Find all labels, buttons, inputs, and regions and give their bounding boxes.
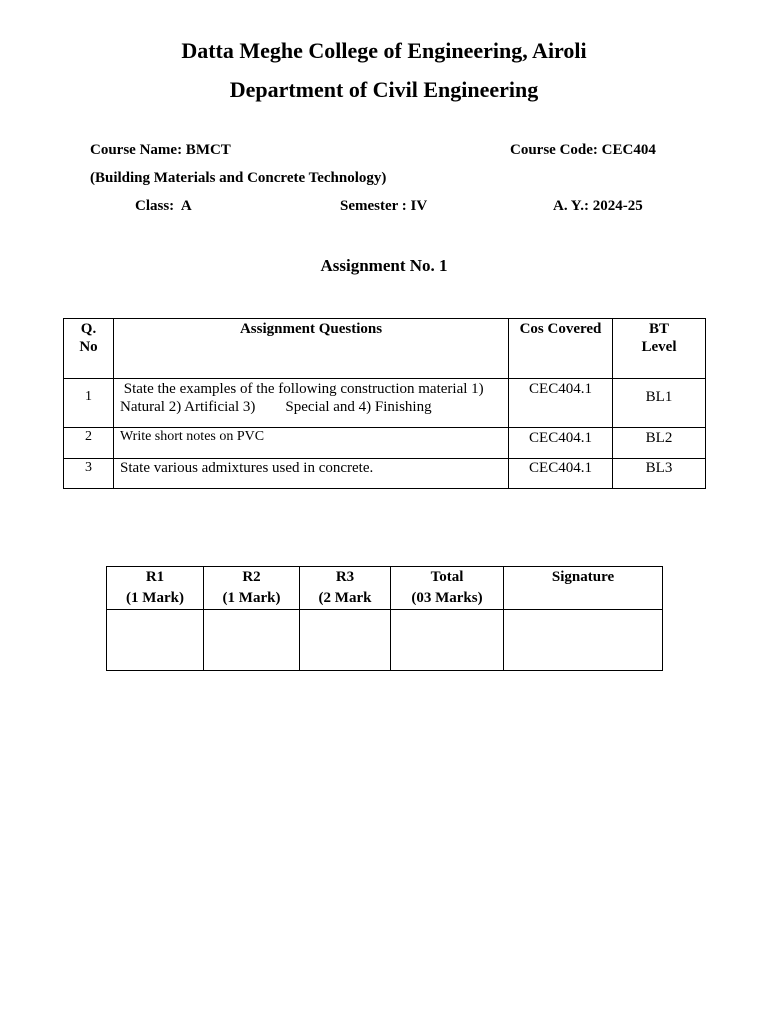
college-name: Datta Meghe College of Engineering, Airoli bbox=[181, 38, 587, 63]
question-number: 3 bbox=[64, 459, 114, 489]
course-full-name: (Building Materials and Concrete Technology) bbox=[90, 170, 387, 186]
r3-header-line1: R3 bbox=[335, 569, 355, 585]
department-name: Department of Civil Engineering bbox=[229, 77, 539, 102]
assignment-title: Assignment No. 1 bbox=[320, 256, 448, 275]
r1-header-line1: R1 bbox=[145, 569, 165, 585]
r1-mark-cell bbox=[107, 610, 204, 671]
course-name: Course Name: BMCT bbox=[90, 142, 231, 158]
class-label: Class: A bbox=[135, 198, 192, 214]
bt-header-line1: BT bbox=[648, 321, 669, 337]
questions-table bbox=[63, 318, 706, 489]
r3-header bbox=[300, 567, 391, 610]
course-code: Course Code: CEC404 bbox=[510, 142, 656, 158]
qno-header-line2: No bbox=[79, 339, 98, 355]
academic-year: A. Y.: 2024-25 bbox=[553, 198, 643, 214]
total-mark-cell bbox=[391, 610, 504, 671]
r2-header-line2: (1 Mark) bbox=[222, 590, 281, 606]
bt-level: BL2 bbox=[613, 428, 706, 459]
total-header-line2: (03 Marks) bbox=[411, 590, 483, 606]
signature-header-line1: Signature bbox=[551, 569, 615, 585]
bt-header-line2: Level bbox=[641, 339, 677, 355]
signature-header bbox=[504, 567, 663, 610]
r2-header bbox=[204, 567, 300, 610]
semester-label: Semester : IV bbox=[340, 198, 428, 214]
bt-header bbox=[613, 319, 706, 379]
qno-header-line1: Q. bbox=[80, 321, 97, 337]
question-text bbox=[114, 379, 509, 428]
r1-header bbox=[107, 567, 204, 610]
qno-header bbox=[64, 319, 114, 379]
question-text: State various admixtures used in concrete. bbox=[114, 459, 509, 489]
table-row bbox=[64, 379, 706, 428]
question-text-line2: Natural 2) Artificial 3) Special and 4) Finishing bbox=[120, 399, 432, 415]
r2-mark-cell bbox=[204, 610, 300, 671]
r3-header-line2: (2 Mark bbox=[318, 590, 372, 606]
r2-header-line1: R2 bbox=[242, 569, 261, 585]
marks-header-row bbox=[107, 567, 663, 610]
signature-cell bbox=[504, 610, 663, 671]
question-number: 2 bbox=[64, 428, 114, 459]
marks-entry-row bbox=[107, 610, 663, 671]
table-row bbox=[64, 459, 706, 489]
questions-header-row bbox=[64, 319, 706, 379]
r1-header-line2: (1 Mark) bbox=[126, 590, 184, 606]
bt-level: BL1 bbox=[613, 379, 706, 428]
question-header: Assignment Questions bbox=[114, 319, 509, 379]
cos-covered: CEC404.1 bbox=[509, 428, 613, 459]
question-number: 1 bbox=[64, 379, 114, 428]
bt-level: BL3 bbox=[613, 459, 706, 489]
question-text: Write short notes on PVC bbox=[114, 428, 509, 459]
table-row bbox=[64, 428, 706, 459]
marks-table bbox=[106, 566, 663, 671]
cos-header: Cos Covered bbox=[509, 319, 613, 379]
cos-covered: CEC404.1 bbox=[509, 459, 613, 489]
r3-mark-cell bbox=[300, 610, 391, 671]
question-text-line1: State the examples of the following construction material 1) bbox=[120, 381, 484, 397]
cos-covered: CEC404.1 bbox=[509, 379, 613, 428]
total-header bbox=[391, 567, 504, 610]
total-header-line1: Total bbox=[430, 569, 464, 585]
